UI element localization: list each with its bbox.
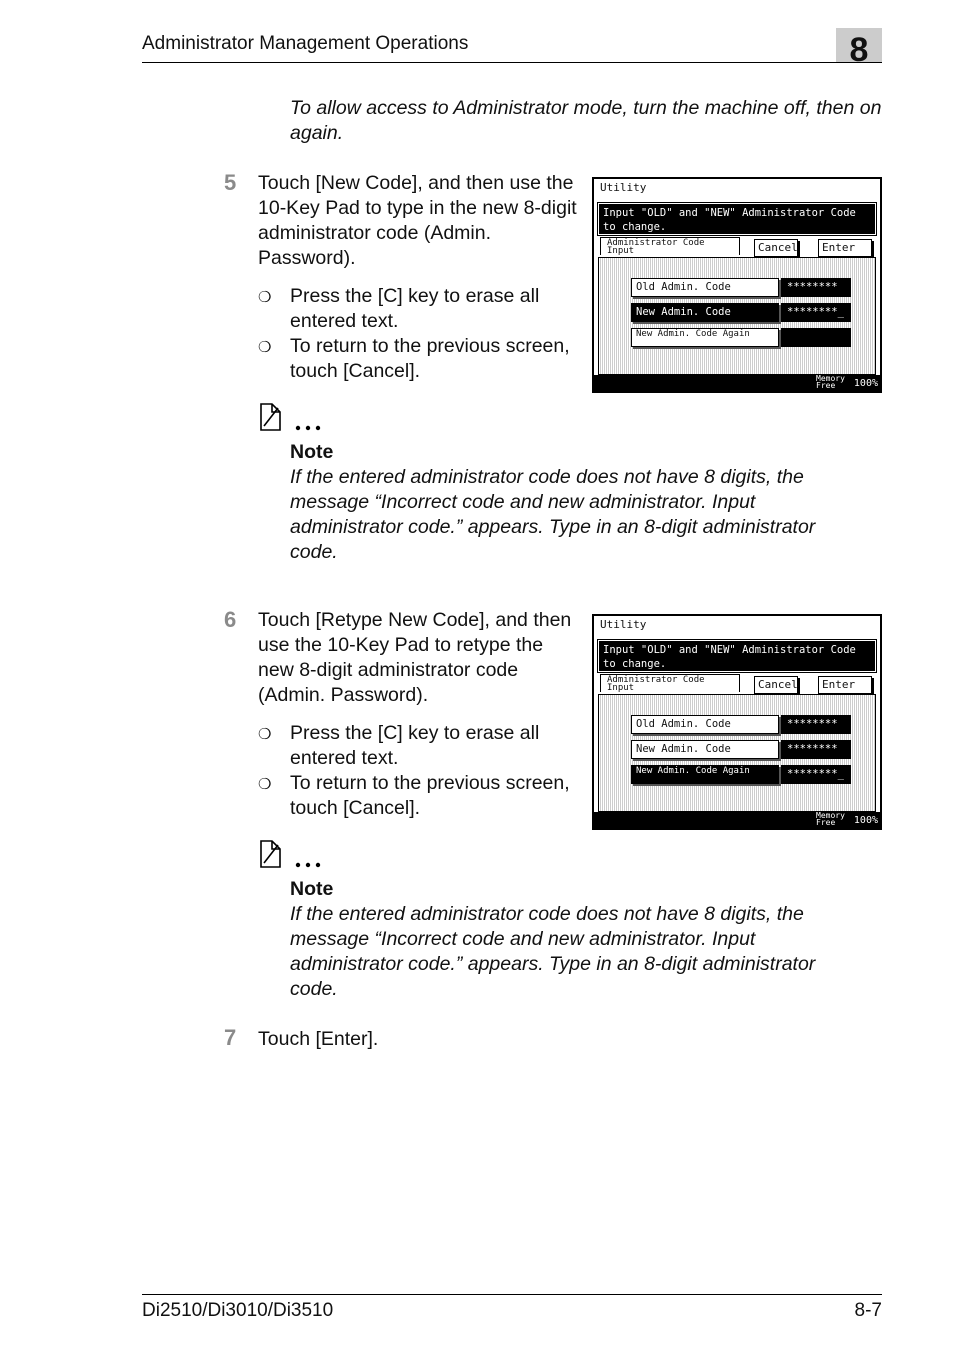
new-code-value: ********: [781, 740, 851, 759]
screen-message: Input "OLD" and "NEW" Administrator Code to change.: [598, 203, 876, 235]
note-pencil-icon: [258, 400, 328, 434]
memory-label: Memory Free: [816, 374, 845, 390]
screen-message: Input "OLD" and "NEW" Administrator Code to change.: [598, 640, 876, 672]
status-bar: [594, 375, 880, 391]
header-divider: [142, 62, 882, 63]
bullet-circle-icon: ❍: [258, 339, 272, 356]
lcd-screenshot: [592, 177, 882, 393]
screen-title: Utility: [600, 618, 647, 631]
running-header-title: Administrator Management Operations: [142, 33, 469, 54]
bullet-item: [258, 721, 588, 771]
screen-tab: Administrator Code Input: [600, 237, 740, 255]
cancel-button[interactable]: Cancel: [754, 239, 798, 257]
note-label: Note: [290, 878, 334, 900]
bullet-item: [258, 284, 588, 334]
memory-percent: 100%: [853, 815, 878, 826]
step-text: Touch [Retype New Code], and then use the 10-Key Pad to retype the new 8-digit administrator code (Admin. Password).: [258, 609, 572, 706]
bullet-circle-icon: ❍: [258, 289, 272, 306]
cancel-button[interactable]: Cancel: [754, 676, 798, 694]
bullet-item: [258, 771, 588, 821]
retype-code-button[interactable]: New Admin. Code Again: [631, 765, 779, 784]
old-code-value: ********: [781, 715, 851, 734]
step-number: 5: [224, 170, 237, 195]
note-text: If the entered administrator code does not have 8 digits, the message “Incorrect code and new administrator. Input administrator code.” appears. Type in an 8-digit administrator code.: [290, 466, 816, 563]
note-text: If the entered administrator code does not have 8 digits, the message “Incorrect code and new administrator. Input administrator code.” appears. Type in an 8-digit administrator code.: [290, 903, 816, 1000]
step-number: 7: [224, 1025, 237, 1050]
old-code-button[interactable]: Old Admin. Code: [631, 278, 779, 297]
new-code-button[interactable]: New Admin. Code: [631, 740, 779, 759]
bullet-text: Press the [C] key to erase all entered text.: [290, 285, 540, 332]
bullet-text: Press the [C] key to erase all entered text.: [290, 722, 540, 769]
bullet-circle-icon: ❍: [258, 776, 272, 793]
footer-divider: [142, 1294, 882, 1295]
old-code-value: ********: [781, 278, 851, 297]
screen-tab: Administrator Code Input: [600, 674, 740, 692]
bullet-text: To return to the previous screen, touch [Cancel].: [290, 335, 570, 382]
memory-percent: 100%: [853, 378, 878, 389]
retype-code-value: ********_: [781, 765, 851, 784]
enter-button[interactable]: Enter: [818, 239, 872, 257]
bullet-text: To return to the previous screen, touch [Cancel].: [290, 772, 570, 819]
old-code-button[interactable]: Old Admin. Code: [631, 715, 779, 734]
memory-label: Memory Free: [816, 811, 845, 827]
new-code-value: ********_: [781, 303, 851, 322]
step-text: Touch [New Code], and then use the 10-Key Pad to type in the new 8-digit administrator code (Admin. Password).: [258, 172, 577, 269]
note-pencil-icon: [258, 837, 328, 871]
footer-page-number: 8-7: [854, 1300, 882, 1321]
code-panel: [598, 257, 876, 375]
lcd-screenshot: [592, 614, 882, 830]
screen-title: Utility: [600, 181, 647, 194]
code-panel: [598, 694, 876, 812]
enter-button[interactable]: Enter: [818, 676, 872, 694]
bullet-circle-icon: ❍: [258, 726, 272, 743]
retype-code-button[interactable]: New Admin. Code Again: [631, 328, 779, 347]
intro-paragraph: To allow access to Administrator mode, turn the machine off, then on again.: [290, 97, 882, 144]
step-text: Touch [Enter].: [258, 1028, 379, 1050]
retype-code-value: [781, 328, 851, 347]
step-number: 6: [224, 607, 237, 632]
footer-model: Di2510/Di3010/Di3510: [142, 1300, 334, 1321]
note-label: Note: [290, 441, 334, 463]
chapter-number-badge: 8: [836, 28, 882, 62]
status-bar: [594, 812, 880, 828]
new-code-button[interactable]: New Admin. Code: [631, 303, 779, 322]
bullet-item: [258, 334, 588, 384]
